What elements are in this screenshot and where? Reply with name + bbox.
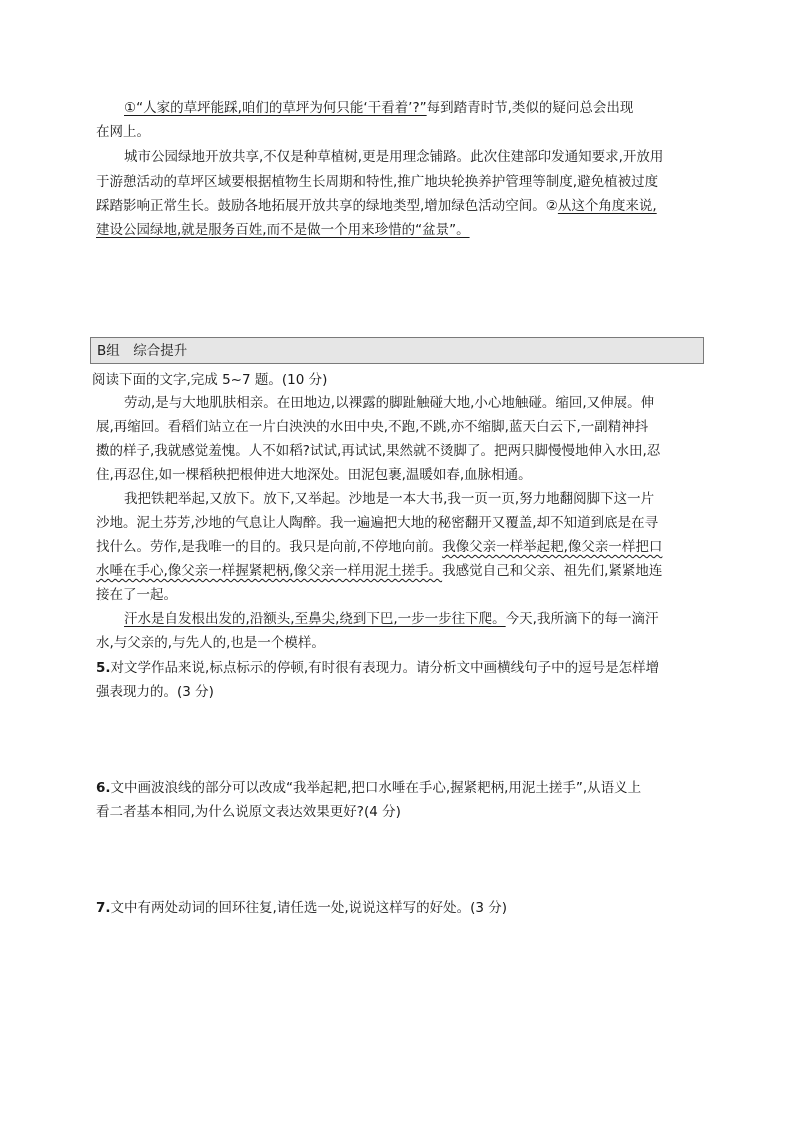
- intro-line-6: [96, 221, 470, 239]
- intro-line-1: [124, 99, 633, 117]
- question-7-line-1: [96, 899, 507, 917]
- section-header-label: B组 综合提升: [97, 343, 188, 359]
- passage-text: 今天,我所滴下的每一滴汗: [505, 611, 659, 627]
- passage-line: [96, 538, 662, 556]
- wavy-underlined-phrase-a: 我像父亲一样举起耙,像父亲一样把口: [442, 539, 663, 555]
- passage-line: 水,与父亲的,与先人的,也是一个模样。: [96, 635, 325, 651]
- passage-line: 擞的样子,我就感觉羞愧。人不如稻?试试,再试试,果然就不烫脚了。把两只脚慢慢地伸入水田,忍: [96, 443, 661, 459]
- intro-line-2: 在网上。: [96, 124, 150, 140]
- intro-line-4: 于游憩活动的草坪区域要根据植物生长周期和特性,推广地块轮换养护管理等制度,避免植被过度: [96, 174, 659, 190]
- underlined-sentence-2b: 建设公园绿地,就是服务百姓,而不是做一个用来珍惜的“盆景”。: [96, 222, 470, 238]
- question-number: 7.: [96, 900, 111, 916]
- wavy-underlined-phrase-b: 水唾在手心,像父亲一样握紧耙柄,像父亲一样用泥土搓手。: [96, 563, 443, 579]
- intro-text: 踩踏影响正常生长。鼓励各地拓展开放共享的绿地类型,增加绿色活动空间。②: [96, 198, 558, 214]
- passage-line: 劳动,是与大地肌肤相亲。在田地边,以裸露的脚趾触碰大地,小心地触碰。缩回,又伸展。伸: [124, 395, 655, 411]
- intro-line-5: [96, 197, 657, 215]
- passage-line: 沙地。泥土芬芳,沙地的气息让人陶醉。我一遍遍把大地的秘密翻开又覆盖,却不知道到底是在寻: [96, 515, 659, 531]
- passage-line: 接在了一起。: [96, 587, 177, 603]
- passage-line: [124, 610, 658, 628]
- section-header: [90, 337, 704, 364]
- intro-line-3: 城市公园绿地开放共享,不仅是种草植树,更是用理念铺路。此次住建部印发通知要求,开放用: [124, 149, 664, 165]
- question-6-line-2: 看二者基本相同,为什么说原文表达效果更好?(4 分): [96, 804, 401, 820]
- passage-text: 找什么。劳作,是我唯一的目的。我只是向前,不停地向前。: [96, 539, 443, 555]
- question-text: 文中有两处动词的回环往复,请任选一处,说说这样写的好处。(3 分): [110, 900, 508, 916]
- question-number: 5.: [96, 660, 111, 676]
- question-5-line-1: [96, 659, 659, 677]
- passage-line: 住,再忍住,如一棵稻秧把根伸进大地深处。田泥包裹,温暖如春,血脉相通。: [96, 467, 532, 483]
- question-text: 对文学作品来说,标点标示的停顿,有时很有表现力。请分析文中画横线句子中的逗号是怎样增: [110, 660, 660, 676]
- underlined-sentence-sweat: 汗水是自发根出发的,沿额头,至鼻尖,绕到下巴,一步一步往下爬。: [124, 611, 506, 627]
- question-text: 文中画波浪线的部分可以改成“我举起耙,把口水唾在手心,握紧耙柄,用泥土搓手”,从语义上: [110, 780, 642, 796]
- passage-line: 展,再缩回。看稻们站立在一片白泱泱的水田中央,不跑,不跳,亦不缩脚,蓝天白云下,一副精神抖: [96, 419, 649, 435]
- underlined-quote-1: ①“人家的草坪能踩,咱们的草坪为何只能‘干看着’?”: [124, 100, 427, 116]
- reading-instruction: 阅读下面的文字,完成 5~7 题。(10 分): [92, 372, 328, 388]
- passage-line: 我把铁耙举起,又放下。放下,又举起。沙地是一本大书,我一页一页,努力地翻阅脚下这一片: [124, 491, 655, 507]
- question-6-line-1: [96, 779, 641, 797]
- passage-line: [96, 562, 662, 580]
- question-5-line-2: 强表现力的。(3 分): [96, 684, 214, 700]
- underlined-sentence-2a: 从这个角度来说,: [557, 198, 657, 214]
- intro-text: 每到踏青时节,类似的疑问总会出现: [426, 100, 634, 116]
- question-number: 6.: [96, 780, 111, 796]
- passage-text: 我感觉自己和父亲、祖先们,紧紧地连: [442, 563, 663, 579]
